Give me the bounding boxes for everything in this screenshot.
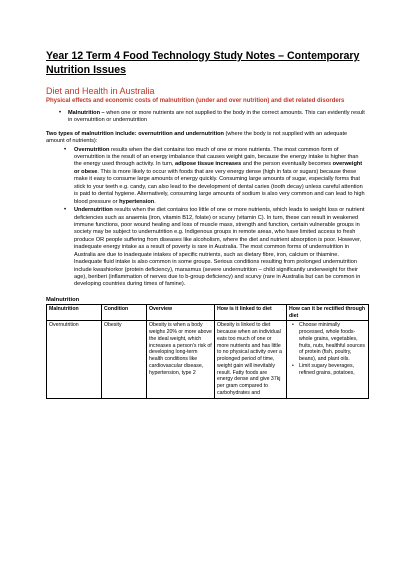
section-heading: Diet and Health in Australia bbox=[46, 86, 155, 97]
header-malnutrition: Malnutrition bbox=[47, 304, 102, 321]
overnutrition-text-3: . This is more likely to occur with foods that are very energy dense (high in fats or sugars) because these make it easy to consume large amounts of energy quickly. Consuming large amounts of sugar, especially forms that stick to your teeth e.g. candy, can also lead to the development of dental caries (tooth decay) unless careful attention is paid to dental hygiene. Alternatively, consuming large amounts of sodium is also very common and can lead to high blood pressure or bbox=[74, 168, 365, 205]
undernutrition-item bbox=[74, 207, 366, 289]
header-condition: Condition bbox=[102, 304, 147, 321]
two-types-paragraph bbox=[46, 131, 366, 146]
cell-overview: Obesity is when a body weighs 20% or more above the ideal weight, which increases a person's risk of developing long-term health conditions like cardiovascular disease, hypertension, type 2 bbox=[147, 321, 215, 398]
section-subheading: Physical effects and economic costs of malnutrition (under and over nutrition) and diet related disorders bbox=[46, 98, 345, 105]
cell-linked: Obesity is linked to diet because when an individual eats too much of one or more nutrients and has little to no physical activity over a prolonged period of time, weight gain will inevitably result. Fatty foods are energy dense and give 37kj per gram compared to carbohydrates and bbox=[215, 321, 287, 398]
malnutrition-table bbox=[46, 304, 369, 399]
table-row bbox=[47, 321, 369, 398]
table-title: Malnutrition bbox=[46, 296, 80, 303]
definition-list bbox=[46, 110, 366, 125]
overnutrition-item bbox=[74, 147, 366, 207]
rectify-list bbox=[289, 322, 366, 376]
types-list bbox=[46, 147, 366, 289]
cell-rectified bbox=[287, 321, 369, 398]
header-linked: How is it linked to diet bbox=[215, 304, 287, 321]
document-title: Year 12 Term 4 Food Technology Study Notes – Contemporary Nutrition Issues bbox=[46, 50, 360, 76]
header-rectified: How can it be rectified through diet bbox=[287, 304, 369, 321]
overnutrition-term: Overnutrition bbox=[74, 146, 110, 153]
overnutrition-bold-2: overweight or obese bbox=[74, 161, 363, 175]
undernutrition-text: results when the diet contains too little of one or more nutrients, which leads to weight loss or nutrient deficiencies such as anaemia (iron, vitamin B12, folate) or scurvy (vitamin C). In turn, these can result in weakened immune functions, poor wound healing and loss of muscle mass, strength and function, certain vulnerable groups in society may be subject to undernutrition e.g. Indigenous groups in remote areas, who have limited access to fresh produce OR people suffering from diseases like alcoholism, where the diet and nutrient absorption is poor. However, inadequate energy intake as a result of poverty is rare in Australia. The most common forms of undernutrition in Australia are due to inadequate intakes of specific nutrients, such as dietary fibre, iron, calcium or thiamine. Inadequate fluid intake is also common in some groups. Serious conditions resulting from prolonged undernutrition include kwashiorkor (protein deficiency), marasmus (severe undernutrition – child significantly underweight for their age), beriberi (inflammation of nerves due to b-group deficiency) and scurvy (rare in Australia but can be common in developing countries during times of famine). bbox=[74, 207, 365, 288]
cell-condition: Obesity bbox=[102, 321, 147, 398]
malnutrition-text: when one or more nutrients are not supplied to the body in the correct amounts. This can evidently result in overnutrition or undernutrition bbox=[68, 109, 365, 124]
overnutrition-bold-1: adipose tissue increases bbox=[174, 161, 242, 168]
two-types-bold: Two types of malnutrition include: overnutrition and undernutrition bbox=[46, 130, 224, 137]
undernutrition-term: Undernutrition bbox=[74, 207, 113, 214]
table-header-row bbox=[47, 304, 369, 321]
cell-malnutrition: Overnutrition bbox=[47, 321, 102, 398]
rectify-item: • Choose minimally processed, whole foods-whole grains, vegetables, fruits, nuts, healthful sources of protein (fish, poultry, beans), and plant oils. bbox=[299, 322, 366, 363]
overnutrition-text-1: results when the diet contains too much of one or more nutrients. The most common form of overnutrition is the result of an energy imbalance that causes weight gain, because the energy intake is higher than the energy used through activity. In turn, bbox=[74, 146, 359, 168]
overnutrition-bold-3: hypertension bbox=[119, 198, 155, 205]
overnutrition-text-4: . bbox=[154, 198, 156, 205]
header-overview: Overview bbox=[147, 304, 215, 321]
rectify-item: • Limit sugary beverages, refined grains, potatoes, bbox=[299, 363, 366, 377]
two-types-rest: (where the body is not supplied with an adequate amount of nutrients): bbox=[46, 130, 348, 145]
overnutrition-text-2: and the person eventually becomes bbox=[241, 161, 333, 168]
malnutrition-definition bbox=[68, 110, 366, 125]
malnutrition-term: Malnutrition – bbox=[68, 109, 105, 116]
